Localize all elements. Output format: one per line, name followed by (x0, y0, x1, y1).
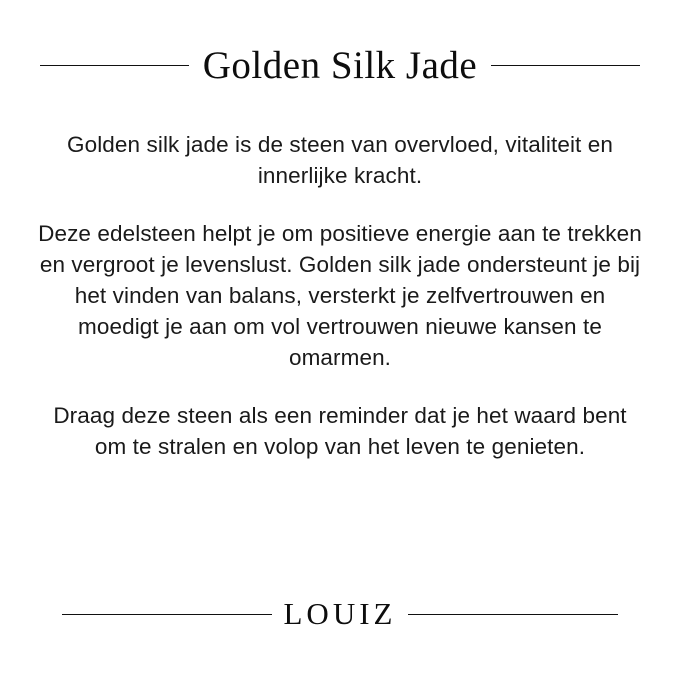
paragraph-2: Deze edelsteen helpt je om positieve energie aan te trekken en vergroot je levenslust. Golden silk jade ondersteunt je bij het vinden van balans, versterkt je zelfvertrouwen en moedigt je aan om vol vertrouwen nieuwe kansen te omarmen. (38, 221, 642, 371)
title-rule-right (491, 65, 640, 66)
title-block (0, 46, 680, 85)
brand-block (0, 596, 680, 632)
body-text (35, 129, 645, 462)
brand-name: LOUIZ (283, 596, 397, 631)
paragraph-1: Golden silk jade is de steen van overvloed, vitaliteit en innerlijke kracht. (66, 132, 613, 189)
brand-rule-right (408, 614, 618, 615)
title-rule-left (40, 65, 189, 66)
paragraph-3: Draag deze steen als een reminder dat je het waard bent om te stralen en volop van het leven te genieten. (53, 403, 627, 460)
page-title: Golden Silk Jade (202, 44, 478, 87)
brand-rule-left (62, 614, 272, 615)
